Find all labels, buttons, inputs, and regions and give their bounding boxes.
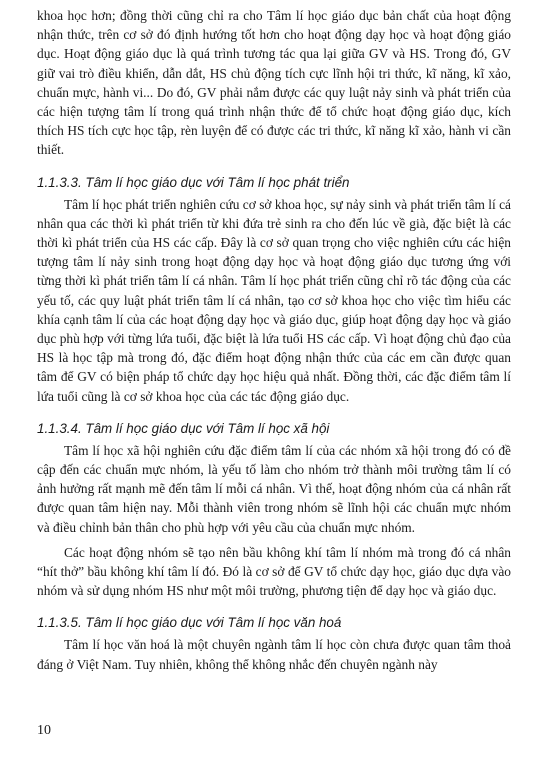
paragraph-group-activities: Các hoạt động nhóm sẽ tạo nên bầu không khí tâm lí nhóm mà trong đó cá nhân “hít thở” bầu không khí tâm lí đó. Đó là cơ sở để GV tổ chức dạy học, giáo dục dựa vào nhóm và sử dụng nhóm HS như một môi trường, phương tiện để dạy học và giáo dục. <box>37 544 511 599</box>
paragraph-developmental-psychology: Tâm lí học phát triển nghiên cứu cơ sở khoa học, sự nảy sinh và phát triển tâm lí cá nhân qua các thời kì phát triển từ khi đứa trẻ sinh ra cho đến lúc về già, đặc biệt là các thời kì phát triển của HS các cấp. Đây là cơ sở quan trọng cho việc nghiên cứu các hiện tượng tâm lí nảy sinh trong hoạt động dạy học và hoạt động giáo dục tương ứng với từng thời kì phát triển tâm lí cá nhân. Tâm lí học phát triển cũng chỉ rõ tác động của các yếu tố, các quy luật phát triển tâm lí cá nhân, tạo cơ sở khoa học cho việc tìm hiểu các khía cạnh tâm lí của các hoạt động dạy học và giáo dục, giúp hoạt động dạy học và giáo dục phù hợp với từng lứa tuổi, đặc biệt là lứa tuổi HS các cấp. Vì hoạt động chủ đạo của HS là học tập mà trong đó, đặc điểm hoạt động nhận thức của các em cần được quan tâm để GV có biện pháp tổ chức dạy học hiệu quả nhất. Đồng thời, các đặc điểm tâm lí lứa tuổi cũng là cơ sở khoa học của các tác động giáo dục. <box>37 196 511 404</box>
paragraph-social-psychology: Tâm lí học xã hội nghiên cứu đặc điểm tâm lí của các nhóm xã hội trong đó có đề cập đến các chuẩn mực nhóm, là yếu tố làm cho nhóm trở thành môi trường tâm lí có ảnh hưởng rất mạnh mẽ đến tâm lí mỗi cá nhân. Vì thế, hoạt động nhóm của cá nhân rất được quan tâm hiện nay. Mỗi thành viên trong nhóm sẽ lĩnh hội các chuẩn mực nhóm và điều chỉnh bản thân cho phù hợp với yêu cầu của chuẩn mực nhóm. <box>37 442 511 535</box>
section-heading-1-1-3-4: 1.1.3.4. Tâm lí học giáo dục với Tâm lí học xã hội <box>37 420 330 436</box>
page-number: 10 <box>37 723 51 738</box>
section-heading-1-1-3-3: 1.1.3.3. Tâm lí học giáo dục với Tâm lí học phát triển <box>37 174 350 190</box>
page-body <box>37 6 511 674</box>
paragraph-intro-continued: khoa học hơn; đồng thời cũng chỉ ra cho Tâm lí học giáo dục bản chất của hoạt động nhận thức, trên cơ sở đó định hướng tốt hơn cho hoạt động dạy học và hoạt động giáo dục. Hoạt động giáo dục là quá trình tương tác qua lại giữa GV và HS. Trong đó, GV giữ vai trò điều khiển, dẫn dắt, HS chủ động tích cực lĩnh hội tri thức, kĩ năng, kĩ xảo, chuẩn mực, hành vi... Do đó, GV phải nắm được các quy luật nảy sinh và phát triển của các hiện tượng tâm lí trong quá trình nhận thức để tổ chức hoạt động giáo dục, kích thích HS tích cực học tập, rèn luyện để có được các tri thức, kĩ năng kĩ xảo, hành vi cần thiết. <box>37 8 511 158</box>
paragraph-cultural-psychology: Tâm lí học văn hoá là một chuyên ngành tâm lí học còn chưa được quan tâm thoả đáng ở Việt Nam. Tuy nhiên, không thể không nhắc đến chuyên ngành này <box>37 637 511 672</box>
section-heading-1-1-3-5: 1.1.3.5. Tâm lí học giáo dục với Tâm lí học văn hoá <box>37 615 342 631</box>
